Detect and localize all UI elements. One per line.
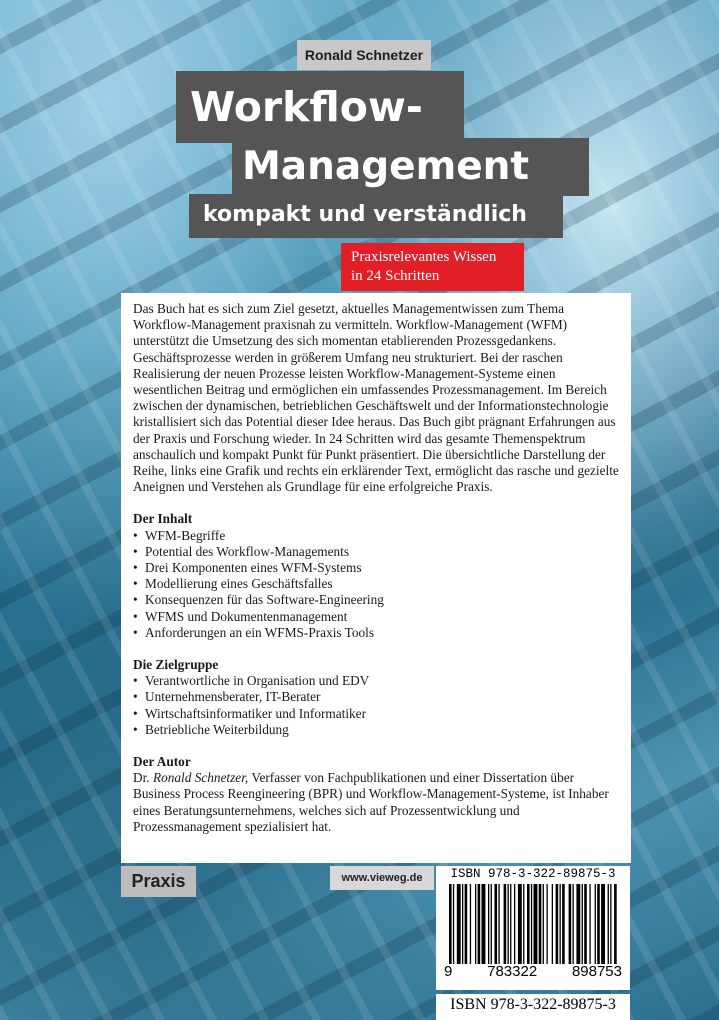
barcode-bar (523, 884, 524, 964)
barcode-bar (453, 884, 454, 964)
isbn-top: ISBN 978-3-322-89875-3 (450, 867, 616, 881)
barcode-bar (576, 884, 580, 964)
list-item: • Wirtschaftsinformatiker und Informatiker (133, 706, 619, 722)
barcode-bar (601, 884, 605, 964)
content-section (133, 511, 619, 641)
content-heading: Der Inhalt (133, 511, 193, 527)
title-line-1: Workflow- (176, 71, 464, 143)
content-list (133, 528, 619, 641)
author-heading: Der Autor (133, 754, 191, 770)
barcode (436, 866, 630, 990)
barcode-bar (465, 884, 468, 964)
author-bio-text: Verfasser von Fachpublikationen und einer Dissertation über Business Process Reengineering (BPR) und Workflow-Management-Systeme, ist Inhaber eines Beratungsunternehmens, welches sich auf Prozessentwicklung und Prozessmanagement spezialisiert hat. (133, 770, 609, 834)
barcode-bar (462, 884, 463, 964)
barcode-bar (482, 884, 486, 964)
badge-line-2: in 24 Schritten (351, 268, 440, 284)
author-bio (133, 770, 619, 835)
barcode-bar (514, 884, 515, 964)
list-item: • Modellierung eines Geschäftsfalles (133, 576, 619, 592)
ean-first-digit: 9 (444, 963, 453, 980)
barcode-bar (475, 884, 476, 964)
author-bio-name: Ronald Schnetzer, (152, 770, 249, 786)
ean-group-2: 898753 (571, 963, 622, 980)
barcode-bar (595, 884, 596, 964)
barcode-bar (562, 884, 565, 964)
barcode-bar (539, 884, 542, 964)
praxis-badge (341, 243, 524, 291)
barcode-bar (491, 884, 492, 964)
list-item: • WFMS und Dokumentenmanagement (133, 609, 619, 625)
barcode-bar (478, 884, 481, 964)
barcode-bar (518, 884, 522, 964)
ean-digits (442, 964, 624, 980)
barcode-bar (534, 884, 538, 964)
author-section (133, 754, 619, 835)
barcode-bar (488, 884, 489, 964)
list-item: • Anforderungen an ein WFMS-Praxis Tools (133, 625, 619, 641)
barcode-bar (449, 884, 452, 964)
list-item: • Unternehmensberater, IT-Berater (133, 689, 619, 705)
barcode-bar (508, 884, 509, 964)
barcode-bar (504, 884, 507, 964)
barcode-bar (543, 884, 544, 964)
barcode-bar (527, 884, 530, 964)
intro-text: Das Buch hat es sich zum Ziel gesetzt, aktuelles Managementwissen zum Thema Workflow-Management praxisnah zu vermitteln. Workflow-Management (WFM) unterstützt die Umsetzung des sich momentan etablierenden Prozessgedankens. Geschäftsprozesse werden in größerem Umfang neu strukturiert. Bei der raschen Realisierung der neuen Prozesse leisten Workflow-Management-Systeme einen wesentlichen Beitrag und ermöglichen ein umfassendes Prozessmanagement. Im Bereich zwischen der dynamischen, betrieblichen Geschäftswelt und der Informationstechnologie kristallisiert sich das Potential dieser Idee heraus. Das Buch gibt prägnant Erfahrungen aus der Praxis und Forschung wieder. In 24 Schritten wird das gesamte Themenspektrum anschaulich und kompakt Punkt für Punkt präsentiert. Die übersichtliche Darstellung der Reihe, links eine Grafik und rechts ein erklärender Text, ermöglicht das rasche und gezielte Aneignen und Verstehen als Grundlage für eine erfolgreiche Praxis. (133, 301, 619, 495)
isbn-bottom: ISBN 978-3-322-89875-3 (436, 994, 630, 1020)
list-item: • Betriebliche Weiterbildung (133, 722, 619, 738)
barcode-bar (569, 884, 572, 964)
audience-section (133, 657, 619, 738)
barcode-bar (608, 884, 609, 964)
barcode-bar (560, 884, 561, 964)
barcode-bars (447, 884, 619, 964)
list-item: • Verantwortliche in Organisation und EDV (133, 673, 619, 689)
audience-heading: Die Zielgruppe (133, 657, 219, 673)
publisher-url: www.vieweg.de (330, 866, 434, 890)
barcode-bar (495, 884, 498, 964)
list-item: • WFM-Begriffe (133, 528, 619, 544)
barcode-bar (597, 884, 600, 964)
barcode-bar (556, 884, 559, 964)
barcode-bar (457, 884, 461, 964)
badge-line-1: Praxisrelevantes Wissen (351, 249, 497, 265)
subtitle: kompakt und verständlich (189, 194, 563, 238)
author-bio-prefix: Dr. (133, 770, 153, 786)
barcode-bar (584, 884, 587, 964)
barcode-bar (589, 884, 590, 964)
barcode-bar (547, 884, 548, 964)
barcode-bar (610, 884, 611, 964)
ean-group-1: 783322 (487, 963, 538, 980)
description-panel (121, 293, 631, 863)
barcode-bar (573, 884, 574, 964)
list-item: • Drei Komponenten eines WFM-Systems (133, 560, 619, 576)
title-line-2: Management (232, 138, 589, 196)
barcode-bar (552, 884, 553, 964)
barcode-bar (582, 884, 583, 964)
barcode-bar (510, 884, 511, 964)
barcode-bar (531, 884, 532, 964)
audience-list (133, 673, 619, 738)
author-label: Ronald Schnetzer (297, 40, 431, 70)
barcode-bar (614, 884, 617, 964)
barcode-bar (470, 884, 471, 964)
barcode-bar (498, 884, 499, 964)
list-item: • Potential des Workflow-Managements (133, 544, 619, 560)
series-label: Praxis (121, 866, 196, 897)
list-item: • Konsequenzen für das Software-Engineering (133, 592, 619, 608)
